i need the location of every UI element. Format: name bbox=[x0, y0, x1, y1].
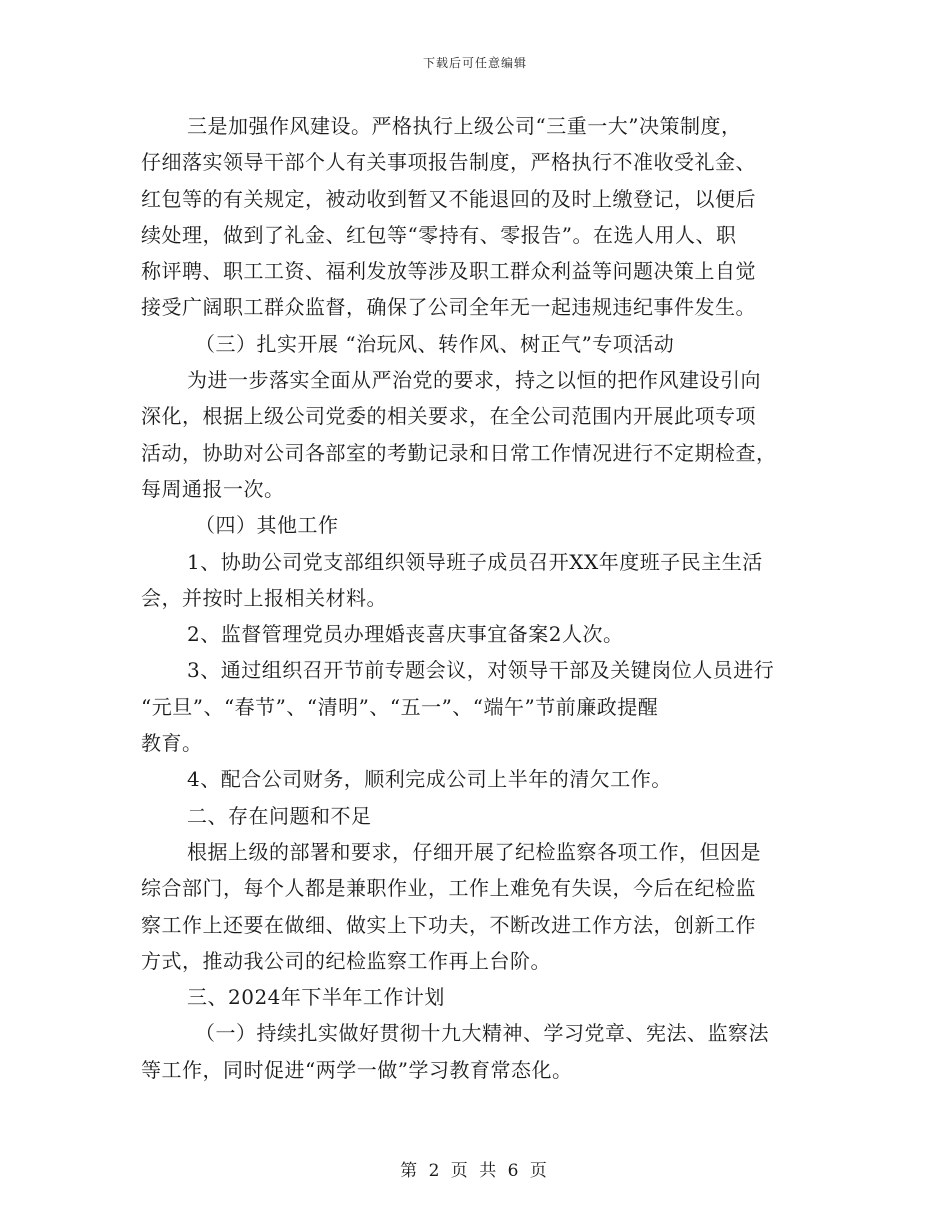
paragraph-line: 方式，推动我公司的纪检监察工作再上台阶。 bbox=[141, 948, 551, 973]
list-item: 2、监督管理党员办理婚丧喜庆事宜备案2人次。 bbox=[187, 622, 624, 647]
section-heading: （四）其他工作 bbox=[195, 513, 339, 538]
list-item: 1、协助公司党支部组织领导班子成员召开XX年度班子民主生活 bbox=[187, 549, 763, 574]
paragraph-line: 称评聘、职工工资、福利发放等涉及职工群众利益等问题决策上自觉 bbox=[141, 259, 756, 284]
list-item: 3、通过组织召开节前专题会议，对领导干部及关键岗位人员进行 bbox=[187, 658, 775, 683]
paragraph-line: 会，并按时上报相关材料。 bbox=[141, 585, 387, 610]
paragraph-line: 教育。 bbox=[141, 731, 203, 756]
paragraph-line: 接受广阔职工群众监督，确保了公司全年无一起违规违纪事件发生。 bbox=[141, 295, 756, 320]
paragraph-line: 每周通报一次。 bbox=[141, 476, 285, 501]
paragraph-line: 续处理，做到了礼金、红包等“零持有、零报告”。在选人用人、职 bbox=[141, 222, 737, 247]
paragraph-line: 三是加强作风建设。严格执行上级公司“三重一大”决策制度， bbox=[187, 114, 742, 138]
paragraph-line: “元旦”、“春节”、“清明”、“五一”、“端午”节前廉政提醒 bbox=[141, 694, 659, 719]
paragraph-line: 综合部门，每个人都是兼职作业，工作上难免有失误，今后在纪检监 bbox=[141, 876, 756, 901]
paragraph-line: （一）持续扎实做好贯彻十九大精神、学习党章、宪法、监察法 bbox=[195, 1021, 769, 1046]
paragraph-line: 深化，根据上级公司党委的相关要求，在全公司范围内开展此项专项 bbox=[141, 404, 756, 429]
section-heading: 二、存在问题和不足 bbox=[187, 803, 372, 828]
paragraph-line: 红包等的有关规定，被动收到暂又不能退回的及时上缴登记，以便后 bbox=[141, 186, 756, 211]
list-item: 4、配合公司财务，顺利完成公司上半年的清欠工作。 bbox=[187, 767, 672, 792]
page-header-note: 下载后可任意编辑 bbox=[422, 56, 527, 70]
page-number-footer: 第 2 页 共 6 页 bbox=[400, 1161, 550, 1181]
section-heading: 三、2024年下半年工作计划 bbox=[187, 985, 445, 1010]
paragraph-line: 仔细落实领导干部个人有关事项报告制度，严格执行不准收受礼金、 bbox=[141, 150, 756, 175]
section-heading: （三）扎实开展 “治玩风、转作风、树正气”专项活动 bbox=[195, 331, 675, 356]
paragraph-line: 活动，协助对公司各部室的考勤记录和日常工作情况进行不定期检查， bbox=[141, 440, 777, 465]
paragraph-line: 根据上级的部署和要求，仔细开展了纪检监察各项工作，但因是 bbox=[187, 839, 761, 864]
paragraph-line: 察工作上还要在做细、做实上下功夫，不断改进工作方法，创新工作 bbox=[141, 912, 756, 937]
paragraph-line: 为进一步落实全面从严治党的要求，持之以恒的把作风建设引向 bbox=[187, 368, 761, 393]
paragraph-line: 等工作，同时促进“两学一做”学习教育常态化。 bbox=[141, 1057, 573, 1082]
document-body bbox=[141, 108, 809, 1088]
